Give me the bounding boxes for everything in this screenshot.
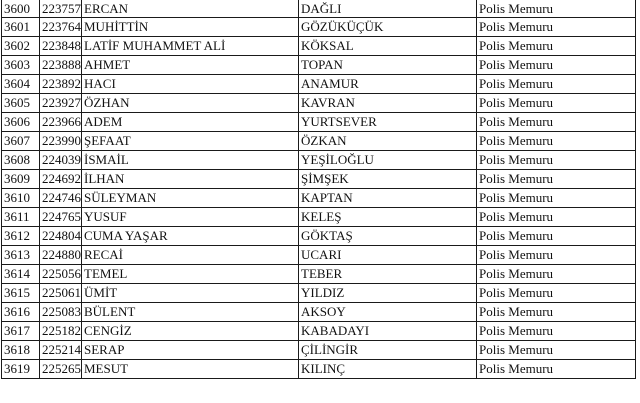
cell-soyad: GÖZÜKÜÇÜK	[299, 18, 477, 37]
cell-ad: HACI	[82, 75, 299, 94]
cell-ad: BÜLENT	[82, 303, 299, 322]
table-row	[2, 132, 636, 151]
cell-soyad: AKSOY	[299, 303, 477, 322]
table-row	[2, 56, 636, 75]
cell-sira-no: 3606	[2, 113, 40, 132]
cell-sira-no: 3603	[2, 56, 40, 75]
cell-soyad: KILINÇ	[299, 360, 477, 379]
cell-sira-no: 3600	[2, 0, 40, 18]
cell-unvan: Polis Memuru	[477, 265, 636, 284]
cell-sicil-no: 224039	[40, 151, 82, 170]
cell-sira-no: 3613	[2, 246, 40, 265]
cell-sira-no: 3602	[2, 37, 40, 56]
table-row	[2, 322, 636, 341]
cell-ad: CENGİZ	[82, 322, 299, 341]
table-row	[2, 170, 636, 189]
cell-sicil-no: 223892	[40, 75, 82, 94]
cell-ad: MESUT	[82, 360, 299, 379]
cell-ad: İSMAİL	[82, 151, 299, 170]
cell-unvan: Polis Memuru	[477, 132, 636, 151]
cell-soyad: KÖKSAL	[299, 37, 477, 56]
cell-soyad: YURTSEVER	[299, 113, 477, 132]
cell-sicil-no: 223764	[40, 18, 82, 37]
cell-unvan: Polis Memuru	[477, 189, 636, 208]
cell-ad: RECAİ	[82, 246, 299, 265]
cell-soyad: TOPAN	[299, 56, 477, 75]
cell-ad: TEMEL	[82, 265, 299, 284]
document-page	[1, 0, 635, 403]
cell-ad: ŞEFAAT	[82, 132, 299, 151]
personnel-table-body	[2, 0, 636, 379]
cell-ad: ÖZHAN	[82, 94, 299, 113]
table-row	[2, 113, 636, 132]
cell-sicil-no: 224746	[40, 189, 82, 208]
cell-soyad: TEBER	[299, 265, 477, 284]
cell-sicil-no: 223990	[40, 132, 82, 151]
cell-soyad: KAVRAN	[299, 94, 477, 113]
table-row	[2, 265, 636, 284]
cell-unvan: Polis Memuru	[477, 37, 636, 56]
cell-sicil-no: 225056	[40, 265, 82, 284]
cell-sira-no: 3610	[2, 189, 40, 208]
cell-sira-no: 3604	[2, 75, 40, 94]
cell-ad: YUSUF	[82, 208, 299, 227]
table-row	[2, 246, 636, 265]
cell-soyad: ŞİMŞEK	[299, 170, 477, 189]
cell-unvan: Polis Memuru	[477, 322, 636, 341]
cell-sicil-no: 223966	[40, 113, 82, 132]
cell-unvan: Polis Memuru	[477, 303, 636, 322]
cell-sira-no: 3618	[2, 341, 40, 360]
cell-ad: MUHİTTİN	[82, 18, 299, 37]
cell-unvan: Polis Memuru	[477, 56, 636, 75]
cell-sira-no: 3607	[2, 132, 40, 151]
cell-unvan: Polis Memuru	[477, 18, 636, 37]
cell-unvan: Polis Memuru	[477, 284, 636, 303]
table-row	[2, 189, 636, 208]
cell-ad: SÜLEYMAN	[82, 189, 299, 208]
cell-ad: İLHAN	[82, 170, 299, 189]
cell-ad: ADEM	[82, 113, 299, 132]
cell-sicil-no: 223848	[40, 37, 82, 56]
cell-soyad: KAPTAN	[299, 189, 477, 208]
table-row	[2, 151, 636, 170]
cell-unvan: Polis Memuru	[477, 246, 636, 265]
table-row	[2, 37, 636, 56]
cell-sicil-no: 223888	[40, 56, 82, 75]
cell-sicil-no: 225214	[40, 341, 82, 360]
table-row	[2, 94, 636, 113]
cell-unvan: Polis Memuru	[477, 0, 636, 18]
cell-ad: ERCAN	[82, 0, 299, 18]
cell-sira-no: 3605	[2, 94, 40, 113]
cell-sicil-no: 225061	[40, 284, 82, 303]
cell-sira-no: 3614	[2, 265, 40, 284]
cell-sicil-no: 224804	[40, 227, 82, 246]
cell-soyad: KABADAYI	[299, 322, 477, 341]
cell-sira-no: 3617	[2, 322, 40, 341]
cell-ad: SERAP	[82, 341, 299, 360]
cell-sira-no: 3619	[2, 360, 40, 379]
cell-soyad: ANAMUR	[299, 75, 477, 94]
cell-soyad: ÇİLİNGİR	[299, 341, 477, 360]
table-row	[2, 0, 636, 18]
cell-sicil-no: 224765	[40, 208, 82, 227]
cell-unvan: Polis Memuru	[477, 151, 636, 170]
cell-sicil-no: 224880	[40, 246, 82, 265]
cell-soyad: YEŞİLOĞLU	[299, 151, 477, 170]
table-row	[2, 227, 636, 246]
cell-unvan: Polis Memuru	[477, 113, 636, 132]
cell-sira-no: 3609	[2, 170, 40, 189]
cell-sira-no: 3615	[2, 284, 40, 303]
cell-sicil-no: 223757	[40, 0, 82, 18]
cell-ad: AHMET	[82, 56, 299, 75]
cell-sira-no: 3608	[2, 151, 40, 170]
cell-unvan: Polis Memuru	[477, 75, 636, 94]
cell-unvan: Polis Memuru	[477, 360, 636, 379]
table-row	[2, 360, 636, 379]
cell-unvan: Polis Memuru	[477, 341, 636, 360]
cell-soyad: ÖZKAN	[299, 132, 477, 151]
cell-sira-no: 3616	[2, 303, 40, 322]
table-row	[2, 341, 636, 360]
cell-unvan: Polis Memuru	[477, 227, 636, 246]
cell-sicil-no: 223927	[40, 94, 82, 113]
table-row	[2, 18, 636, 37]
table-row	[2, 208, 636, 227]
cell-sira-no: 3601	[2, 18, 40, 37]
cell-soyad: YILDIZ	[299, 284, 477, 303]
cell-soyad: KELEŞ	[299, 208, 477, 227]
cell-sira-no: 3612	[2, 227, 40, 246]
cell-unvan: Polis Memuru	[477, 170, 636, 189]
cell-sicil-no: 225182	[40, 322, 82, 341]
cell-ad: LATİF MUHAMMET ALİ	[82, 37, 299, 56]
table-row	[2, 303, 636, 322]
cell-sicil-no: 224692	[40, 170, 82, 189]
cell-soyad: DAĞLI	[299, 0, 477, 18]
table-row	[2, 284, 636, 303]
personnel-table	[1, 0, 636, 379]
cell-sicil-no: 225083	[40, 303, 82, 322]
cell-sicil-no: 225265	[40, 360, 82, 379]
cell-ad: CUMA YAŞAR	[82, 227, 299, 246]
cell-unvan: Polis Memuru	[477, 208, 636, 227]
cell-soyad: UCARI	[299, 246, 477, 265]
cell-sira-no: 3611	[2, 208, 40, 227]
cell-ad: ÜMİT	[82, 284, 299, 303]
cell-soyad: GÖKTAŞ	[299, 227, 477, 246]
table-row	[2, 75, 636, 94]
cell-unvan: Polis Memuru	[477, 94, 636, 113]
